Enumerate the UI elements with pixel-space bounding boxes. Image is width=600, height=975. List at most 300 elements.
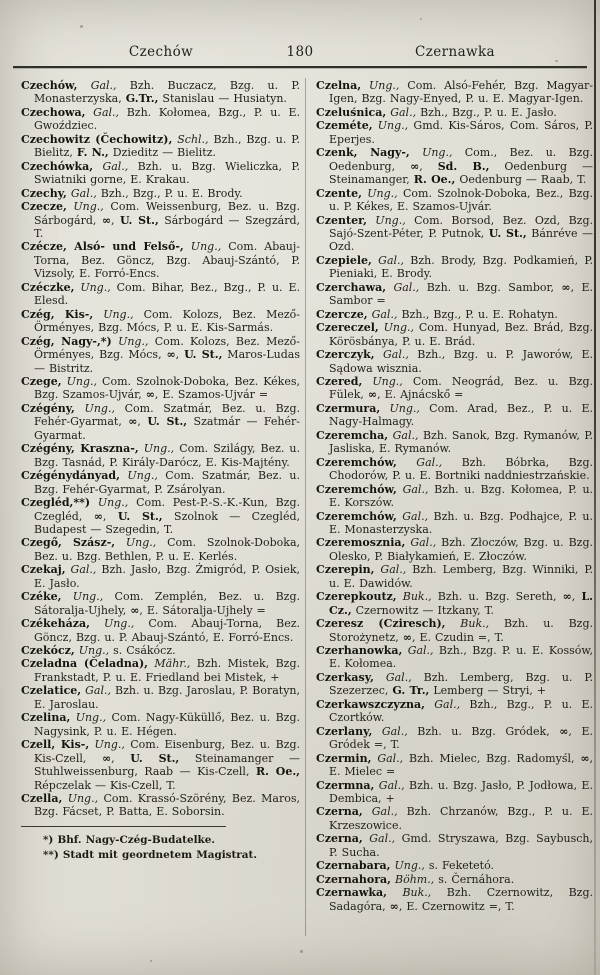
entry-body-text: Bzh. u. Bzg. Sereth, bbox=[437, 590, 563, 604]
footnote: *) Bhf. Nagy-Czég-Budatelke. bbox=[43, 834, 215, 847]
entry-region-tag: Gal., bbox=[378, 253, 405, 267]
gazetteer-entry bbox=[21, 187, 300, 200]
gazetteer-entry bbox=[21, 657, 300, 684]
gazetteer-entry bbox=[316, 456, 593, 483]
entry-headword: Czécze, Alsó- und Felső-, bbox=[21, 240, 184, 254]
entry-region-tag: Ung., bbox=[97, 496, 129, 510]
entry-region-tag: Ung., bbox=[75, 711, 107, 725]
entry-body-text: Com. Szolnok-Doboka, Bez., Bzg. u. P. Kékes, E. Szamos-Ujvár. bbox=[329, 186, 593, 214]
gazetteer-entry bbox=[316, 214, 593, 254]
entry-body-text: Com. Hunyad, Bez. Brád, Bzg. Körösbánya, P. u. E. Brád. bbox=[329, 321, 594, 348]
page-number: 180 bbox=[286, 44, 314, 60]
gazetteer-entry bbox=[316, 644, 593, 671]
entry-body-text: Bzh. u. Bzg. Gródek, bbox=[417, 724, 560, 738]
entry-headword: Czégény, Kraszna-, bbox=[21, 442, 139, 456]
page-edge-line bbox=[594, 0, 596, 975]
entry-headword: Czechowa, bbox=[21, 105, 86, 119]
entry-region-tag: Ung., bbox=[103, 307, 134, 321]
entry-headword: Czernabara, bbox=[316, 859, 391, 873]
entry-headword: Czerna, bbox=[316, 805, 363, 819]
entry-region-tag: Schl., bbox=[177, 132, 209, 146]
entry-headword: Czente, bbox=[316, 186, 362, 200]
entry-body-text: Bzh., Bzg. u. P. Bielitz, bbox=[34, 132, 300, 160]
entry-body-text: , E. Czudin =, T. bbox=[411, 630, 504, 644]
entry-headword: Czeméte, bbox=[316, 119, 373, 133]
entry-headword: Czégénydányad, bbox=[21, 469, 120, 483]
gazetteer-entry bbox=[316, 402, 593, 429]
scan-speck bbox=[150, 960, 152, 962]
gazetteer-entry bbox=[21, 711, 300, 738]
gazetteer-entry bbox=[316, 873, 593, 886]
entry-body-text: Bzh. Jasło, Bzg. Żmigród, P. Osiek, E. Jasło. bbox=[34, 563, 301, 590]
entry-headword: Czekócz, bbox=[21, 644, 75, 658]
entry-headword: Czegléd,**) bbox=[21, 496, 91, 510]
entry-headword: Czella, bbox=[21, 792, 63, 806]
gazetteer-entry bbox=[21, 563, 300, 590]
entry-region-tag: Gal., bbox=[93, 105, 120, 119]
gazetteer-entry bbox=[21, 617, 300, 644]
entry-region-tag: Gal., bbox=[390, 105, 417, 119]
entry-headword: Czermura, bbox=[316, 401, 381, 415]
entry-headword: Czerepkoutz, bbox=[316, 590, 397, 604]
entry-headword: Czeresz (Cziresch), bbox=[316, 617, 446, 631]
entry-bold-abbr: G.Tr., bbox=[125, 92, 159, 106]
gazetteer-entry bbox=[316, 510, 593, 537]
entry-body-text: Bzh. u. Bzg. Podhajce, P. u. E. Monasterzyska. bbox=[329, 509, 593, 536]
entry-region-tag: Ung., bbox=[84, 401, 115, 415]
entry-headword: Czerkasy, bbox=[316, 670, 374, 684]
entry-body-text: Maros-Ludas — Bistritz. bbox=[34, 348, 301, 375]
entry-bold-abbr: ∞ bbox=[101, 751, 112, 765]
entry-region-tag: Böhm., bbox=[395, 872, 435, 886]
gazetteer-entry bbox=[21, 536, 300, 563]
entry-region-tag: Ung., bbox=[66, 374, 97, 388]
entry-body-text: Lemberg — Stryi, + bbox=[429, 684, 547, 698]
entry-bold-abbr: U. St., bbox=[147, 415, 188, 429]
entry-bold-abbr: ∞ bbox=[389, 899, 399, 913]
entry-body-text: Gmd. Kis-Sáros, Com. Sáros, P. Eperjes. bbox=[329, 119, 594, 146]
gazetteer-entry bbox=[21, 644, 300, 657]
entry-body-text: , E. Szamos-Ujvár = bbox=[154, 388, 269, 402]
entry-bold-abbr: ∞ bbox=[101, 213, 112, 227]
scan-speck bbox=[420, 18, 422, 20]
entry-headword: Czekaj, bbox=[21, 563, 66, 577]
entry-body-text: Bzh., Bzg. P. u. E. Kossów, E. Kołomea. bbox=[329, 644, 593, 671]
entry-bold-abbr: U. St., bbox=[488, 226, 527, 240]
entry-body-text: Bzh., Bzg., P. u. E. Jasło. bbox=[420, 105, 557, 119]
entry-region-tag: Ung., bbox=[103, 617, 135, 631]
entry-region-tag: Ung., bbox=[377, 119, 409, 133]
entry-bold-abbr: ∞ bbox=[130, 603, 140, 617]
entry-headword: Czercze, bbox=[316, 307, 368, 321]
entry-body-text: Bzh. Mistek, Bzg. Frankstadt, P. u. E. Friedland bei Mistek, + bbox=[34, 657, 301, 684]
entry-body-text: Com. Weissenburg, Bez. u. Bzg. Sárbogárd, bbox=[34, 200, 300, 227]
entry-bold-abbr: U. St., bbox=[117, 509, 163, 523]
entry-bold-abbr: U. St., bbox=[130, 751, 180, 765]
entry-body-text: Com. Eisenburg, Bez. u. Bzg. Kis-Czell, bbox=[34, 738, 301, 765]
entry-headword: Czechowitz (Čechowitz), bbox=[21, 132, 173, 146]
entry-headword: Czéczke, bbox=[21, 280, 75, 294]
entry-body-text: Com. Borsod, Bez. Ozd, Bzg. Sajó-Szent-Péter, P. Putnok, bbox=[329, 213, 593, 240]
gazetteer-entry bbox=[21, 106, 300, 133]
entry-bold-abbr: ∞ bbox=[402, 630, 412, 644]
gazetteer-entry bbox=[21, 281, 300, 308]
gazetteer-entry bbox=[316, 375, 593, 402]
entry-region-tag: Buk., bbox=[460, 617, 490, 631]
entry-body-text: , bbox=[571, 590, 582, 604]
right-column bbox=[316, 79, 593, 913]
header-rule bbox=[13, 66, 587, 68]
entry-body-text: Bánréve — Ozd. bbox=[329, 226, 593, 254]
gazetteer-entry bbox=[316, 779, 593, 806]
gazetteer-entry bbox=[316, 886, 593, 913]
entry-body-text: Com. Abauj-Torna, Bez. Göncz, Bzg. Abauj-Szántó, P. Vizsoly, E. Forró-Encs. bbox=[34, 240, 301, 281]
entry-region-tag: Ung., bbox=[127, 469, 158, 483]
entry-region-tag: Ung., bbox=[125, 536, 157, 550]
entry-bold-abbr: ∞ bbox=[559, 724, 569, 738]
entry-bold-abbr: ∞ bbox=[367, 388, 378, 402]
gazetteer-entry bbox=[316, 563, 593, 590]
gazetteer-entry bbox=[21, 402, 300, 442]
gazetteer-entry bbox=[21, 375, 300, 402]
gazetteer-entry bbox=[316, 79, 593, 106]
gazetteer-entry bbox=[21, 684, 300, 711]
entry-body-text: s. Csákócz. bbox=[113, 644, 176, 658]
entry-region-tag: Ung., bbox=[118, 334, 149, 348]
entry-region-tag: Ung., bbox=[72, 590, 104, 604]
entry-region-tag: Ung., bbox=[190, 240, 222, 254]
entry-body-text: Com. Alsó-Fehér, Bzg. Magyar-Igen, Bzg. Nagy-Enyed, P. u. E. Magyar-Igen. bbox=[329, 79, 593, 106]
entry-bold-abbr: U. St., bbox=[119, 213, 159, 227]
entry-body-text: , E. Ajnácskő = bbox=[377, 388, 464, 402]
entry-region-tag: Gal., bbox=[371, 805, 398, 819]
entry-headword: Czeremchów, bbox=[316, 482, 397, 496]
entry-bold-abbr: R. Oe., bbox=[413, 173, 456, 187]
entry-body-text: , E. Gródek =, T. bbox=[329, 724, 593, 752]
entry-headword: Czelina, bbox=[21, 711, 71, 725]
entry-region-tag: Gal., bbox=[402, 509, 429, 523]
entry-body-text: Bzh. Mielec, Bzg. Radomyśl, bbox=[409, 751, 581, 765]
gazetteer-entry bbox=[316, 725, 593, 752]
entry-region-tag: Gal., bbox=[402, 482, 429, 496]
entry-headword: Czeremchów, bbox=[316, 455, 397, 469]
entry-region-tag: Gal., bbox=[90, 79, 117, 92]
entry-body-text: Oedenburg — Steinamanger, bbox=[329, 159, 593, 187]
entry-bold-abbr: ∞ bbox=[562, 590, 572, 604]
entry-headword: Czeluśnica, bbox=[316, 105, 387, 119]
footnote: **) Stadt mit geordnetem Magistrat. bbox=[43, 849, 257, 862]
gazetteer-entry bbox=[21, 590, 300, 617]
scan-speck bbox=[300, 950, 303, 953]
entry-headword: Czégény, bbox=[21, 401, 75, 415]
entry-body-text: Bzh. Chrzanów, Bzg., P. u. E. Krzeszowice. bbox=[329, 805, 594, 832]
entry-body-text: Stanislau — Husiatyn. bbox=[158, 92, 287, 106]
entry-headword: Czéke, bbox=[21, 590, 62, 604]
entry-region-tag: Buk., bbox=[402, 886, 432, 900]
entry-body-text: Com., Bez. u. Bzg. Oedenburg, bbox=[329, 146, 594, 173]
entry-body-text: Com. Nagy-Küküllő, Bez. u. Bzg. Nagysink, P. u. E. Hégen. bbox=[34, 711, 300, 738]
entry-body-text: Bzh. u. Bzg. Jaroslau, P. Boratyn, E. Jaroslau. bbox=[34, 684, 301, 711]
entry-body-text: Oedenburg — Raab, T. bbox=[455, 173, 587, 187]
entry-body-text: Com. Szolnok-Doboka, Bez. u. Bzg. Bethlen, P. u. E. Kerlés. bbox=[34, 536, 301, 563]
left-column bbox=[21, 79, 300, 863]
entry-headword: Czepiele, bbox=[316, 253, 372, 267]
entry-bold-abbr: F. N., bbox=[76, 146, 109, 160]
entry-body-text: , E. Czernowitz =, T. bbox=[398, 899, 515, 913]
entry-headword: Czege, bbox=[21, 374, 62, 388]
entry-region-tag: Ung., bbox=[422, 146, 453, 160]
entry-body-text: , bbox=[175, 348, 185, 362]
gazetteer-entry bbox=[21, 792, 300, 819]
entry-body-text: , bbox=[419, 159, 438, 173]
entry-bold-abbr: R. Oe., bbox=[255, 765, 300, 779]
entry-body-text: , E. Sambor = bbox=[329, 280, 593, 308]
entry-headword: Czékeháza, bbox=[21, 617, 90, 631]
entry-region-tag: Ung., bbox=[367, 186, 398, 200]
entry-body-text: Com. Kolozs, Bez. Mező-Örményes, Bzg. Mócs, P. u. E. Kis-Sarmás. bbox=[34, 307, 301, 335]
entry-body-text: Com. Bihar, Bez., Bzg., P. u. E. Elesd. bbox=[34, 280, 300, 308]
entry-headword: Czég, Kis-, bbox=[21, 307, 94, 321]
entry-region-tag: Ung., bbox=[383, 321, 414, 335]
entry-body-text: Bzh. Brody, Bzg. Podkamień, P. Pieniaki, E. Brody. bbox=[329, 253, 594, 281]
entry-body-text: Bzh., Bzg. u. P. Jaworów, E. Sądowa wisznia. bbox=[329, 348, 593, 375]
entry-region-tag: Gal., bbox=[381, 724, 408, 738]
entry-region-tag: Gal., bbox=[434, 697, 461, 711]
entry-body-text: Com. Szilágy, Bez. u. Bzg. Tasnád, P. Király-Darócz, E. Kis-Majtény. bbox=[34, 442, 301, 469]
entry-body-text: Com. Zemplén, Bez. u. Bzg. Sátoralja-Ujhely, bbox=[34, 590, 300, 617]
entry-body-text: Sárbogárd — Szegzárd, T. bbox=[34, 213, 300, 240]
entry-body-text: Com. Szatmár, Bez. u. Bzg. Fehér-Gyarmat, bbox=[34, 401, 301, 429]
entry-body-text: Com. Neográd, Bez. u. Bzg. Fülek, bbox=[329, 374, 593, 402]
gazetteer-entry bbox=[21, 200, 300, 240]
entry-body-text: Bzh. Czernowitz, Bzg. Sadagóra, bbox=[329, 886, 593, 913]
gazetteer-entry bbox=[21, 308, 300, 335]
entry-bold-abbr: U. St., bbox=[184, 348, 223, 362]
entry-region-tag: Mähr., bbox=[154, 657, 191, 671]
gazetteer-entry bbox=[316, 483, 593, 510]
entry-headword: Czelna, bbox=[316, 79, 362, 92]
entry-body-text: Szolnok — Czegléd, Budapest — Szegedin, T. bbox=[34, 509, 300, 536]
entry-region-tag: Ung., bbox=[372, 374, 403, 388]
entry-headword: Czerhanowka, bbox=[316, 644, 403, 658]
gazetteer-entry bbox=[316, 308, 593, 321]
gazetteer-entry bbox=[21, 133, 300, 160]
entry-body-text: Com. Szatmár, Bez. u. Bzg. Fehér-Gyarmat, P. Zsárolyan. bbox=[34, 469, 300, 496]
gazetteer-entry bbox=[21, 79, 300, 106]
entry-body-text: , bbox=[137, 415, 148, 429]
entry-body-text: , bbox=[111, 213, 120, 227]
entry-headword: Czeremchów, bbox=[316, 509, 397, 523]
entry-bold-abbr: ∞ bbox=[561, 280, 571, 294]
gazetteer-entry bbox=[316, 187, 593, 214]
entry-region-tag: Gal., bbox=[392, 428, 419, 442]
entry-body-text: Bzh. Lemberg, Bzg. Winniki, P. u. E. Dawidów. bbox=[329, 563, 594, 590]
entry-body-text: Dzieditz — Bielitz. bbox=[108, 146, 217, 160]
gazetteer-entry bbox=[316, 752, 593, 779]
entry-headword: Czegő, Szász-, bbox=[21, 536, 116, 550]
gazetteer-entry bbox=[316, 617, 593, 644]
entry-headword: Czernawka, bbox=[316, 886, 387, 900]
entry-region-tag: Ung., bbox=[73, 200, 104, 214]
entry-body-text: Szatmár — Fehér-Gyarmat. bbox=[34, 415, 300, 442]
gazetteer-entry bbox=[21, 738, 300, 792]
entry-region-tag: Ung., bbox=[369, 79, 400, 92]
gazetteer-entry bbox=[21, 240, 300, 280]
scan-speck bbox=[555, 60, 558, 62]
gazetteer-entry bbox=[21, 496, 300, 536]
gazetteer-entry bbox=[316, 106, 593, 119]
gazetteer-entry bbox=[21, 335, 300, 375]
entry-region-tag: Gal., bbox=[85, 684, 111, 698]
entry-bold-abbr: ∞ bbox=[128, 415, 138, 429]
entry-body-text: Bzh. Złoczów, Bzg. u. Bzg. Olesko, P. Białykamień, E. Złoczów. bbox=[329, 536, 593, 563]
running-header-left-word: Czechów bbox=[128, 44, 194, 60]
entry-bold-abbr: ∞ bbox=[410, 159, 420, 173]
entry-headword: Czered, bbox=[316, 374, 363, 388]
gazetteer-entry bbox=[21, 442, 300, 469]
entry-headword: Czerepin, bbox=[316, 563, 375, 577]
entry-region-tag: Ung., bbox=[375, 213, 406, 227]
entry-body-text: Bzh. Sanok, Bzg. Rymanów, P. Jasliska, E. Rymanów. bbox=[329, 428, 594, 456]
entry-headword: Czeladna (Čeladna), bbox=[21, 657, 148, 671]
entry-region-tag: Ung., bbox=[389, 401, 420, 415]
entry-body-text: Steinamanger — Stuhlweissenburg, Raab — Kis-Czell, bbox=[34, 751, 300, 779]
gazetteer-entry bbox=[21, 469, 300, 496]
entry-body-text: Bzh., Bzg., P. u. E. Rohatyn. bbox=[401, 307, 558, 321]
entry-headword: Czelatice, bbox=[21, 684, 82, 698]
entry-region-tag: Ung., bbox=[394, 859, 425, 873]
entry-headword: Czermin, bbox=[316, 751, 372, 765]
entry-headword: Czechówka, bbox=[21, 159, 94, 173]
entry-bold-abbr: ∞ bbox=[166, 348, 176, 362]
gazetteer-entry bbox=[316, 859, 593, 872]
entry-body-text: Gmd. Stryszawa, Bzg. Saybusch, P. Sucha. bbox=[329, 832, 593, 859]
entry-headword: Czernahora, bbox=[316, 872, 392, 886]
entry-body-text: s. Černáhora. bbox=[438, 872, 515, 886]
entry-region-tag: Ung., bbox=[78, 644, 110, 658]
entry-region-tag: Gal., bbox=[377, 751, 404, 765]
gazetteer-entry bbox=[316, 254, 593, 281]
entry-region-tag: Ung., bbox=[67, 792, 99, 806]
entry-body-text: Bzh. u. Bzg. Wieliczka, P. Swiatniki gorne, E. Krakau. bbox=[34, 159, 300, 187]
footnote-rule bbox=[21, 826, 226, 828]
entry-body-text: Bzh. Buczacz, Bzg. u. P. Monasterzyska, bbox=[34, 79, 301, 106]
gazetteer-entry bbox=[316, 832, 593, 859]
running-header-right-word: Czernawka bbox=[414, 44, 495, 60]
entry-headword: Czenter, bbox=[316, 213, 367, 227]
entry-body-text: Répczelak — Kis-Czell, T. bbox=[34, 778, 176, 792]
entry-headword: Czenk, Nagy-, bbox=[316, 146, 410, 160]
entry-headword: Czerna, bbox=[316, 832, 363, 846]
entry-body-text: Bzh. Kołomea, Bzg., P. u. E. Gwoździec. bbox=[34, 105, 300, 133]
entry-headword: Czerczyk, bbox=[316, 348, 375, 362]
entry-body-text: , bbox=[111, 751, 131, 765]
entry-body-text: Bzh. Bóbrka, Bzg. Chodorów, P. u. E. Bortniki naddniestrzańskie. bbox=[329, 455, 594, 483]
scan-speck bbox=[80, 25, 83, 28]
entry-body-text: Bzh. u. Bzg. Storożynetz, bbox=[329, 617, 594, 644]
entry-body-text: Czernowitz — Itzkany, T. bbox=[351, 603, 494, 617]
entry-headword: Czecze, bbox=[21, 200, 67, 214]
entry-bold-abbr: ∞ bbox=[145, 388, 155, 402]
entry-bold-abbr: ∞ bbox=[580, 751, 590, 765]
entry-region-tag: Gal., bbox=[70, 563, 97, 577]
entry-body-text: Bzh., Bzg., P. u. E. Brody. bbox=[100, 186, 243, 200]
entry-body-text: Com. Kolozs, Bez. Mező-Örményes, Bzg. Mócs, bbox=[34, 334, 301, 362]
entry-body-text: Bzh., Bzg., P. u. E. Czortków. bbox=[329, 697, 593, 725]
gazetteer-entry bbox=[316, 536, 593, 563]
entry-headword: Czell, Kis-, bbox=[21, 738, 90, 752]
gazetteer-entry bbox=[316, 805, 593, 832]
gazetteer-entry bbox=[316, 119, 593, 146]
entry-region-tag: Buk., bbox=[402, 590, 432, 604]
entry-bold-abbr: G. Tr., bbox=[392, 684, 430, 698]
entry-headword: Czermna, bbox=[316, 778, 375, 792]
entry-region-tag: Gal., bbox=[70, 186, 97, 200]
gazetteer-entry bbox=[316, 590, 593, 617]
entry-region-tag: Ung., bbox=[80, 280, 111, 294]
gazetteer-entry bbox=[316, 348, 593, 375]
entry-region-tag: Ung., bbox=[94, 738, 125, 752]
entry-body-text: Com. Szolnok-Doboka, Bez. Kékes, Bzg. Szamos-Ujvár, bbox=[34, 374, 300, 402]
gazetteer-entry bbox=[316, 429, 593, 456]
entry-region-tag: Gal., bbox=[369, 832, 396, 846]
entry-body-text: s. Feketetó. bbox=[428, 859, 495, 873]
gazetteer-entry bbox=[316, 321, 593, 348]
entry-bold-abbr: L. Cz., bbox=[329, 590, 594, 617]
entry-headword: Czerkawszczyzna, bbox=[316, 697, 425, 711]
entry-headword: Czeremosznia, bbox=[316, 536, 406, 550]
entry-body-text: , bbox=[102, 509, 118, 523]
entry-body-text: , E. Sátoralja-Ujhely = bbox=[139, 603, 266, 617]
entry-region-tag: Gal., bbox=[385, 670, 412, 684]
entry-body-text: Bzh. Lemberg, Bzg. u. P. Szezerzec, bbox=[329, 670, 593, 698]
entry-body-text: Bzh. u. Bzg. Kołomea, P. u. E. Korszów. bbox=[329, 482, 594, 510]
gazetteer-entry bbox=[316, 671, 593, 698]
entry-region-tag: Gal., bbox=[416, 455, 443, 469]
entry-body-text: Com. Abauj-Torna, Bez. Göncz, Bzg. u. P. Abauj-Szántó, E. Forró-Encs. bbox=[34, 617, 300, 644]
entry-body-text: Com. Krassó-Szörény, Bez. Maros, Bzg. Fácset, P. Batta, E. Soborsin. bbox=[34, 792, 300, 819]
gazetteer-entry bbox=[316, 146, 593, 186]
entry-headword: Czechów, bbox=[21, 79, 78, 92]
entry-region-tag: Gal., bbox=[102, 159, 129, 173]
entry-region-tag: Gal., bbox=[371, 307, 398, 321]
entry-region-tag: Gal., bbox=[410, 536, 437, 550]
entry-headword: Czerchawa, bbox=[316, 280, 387, 294]
entry-headword: Czeremcha, bbox=[316, 428, 389, 442]
entry-headword: Czechy, bbox=[21, 186, 67, 200]
entry-headword: Czég, Nagy-,*) bbox=[21, 334, 112, 348]
entry-bold-abbr: ∞ bbox=[93, 509, 103, 523]
entry-region-tag: Gal., bbox=[378, 778, 405, 792]
entry-headword: Czerlany, bbox=[316, 724, 373, 738]
entry-region-tag: Gal., bbox=[393, 280, 420, 294]
gazetteer-entry bbox=[21, 160, 300, 187]
entry-body-text: Com. Arad, Bez., P. u. E. Nagy-Halmagy. bbox=[329, 401, 594, 429]
entry-region-tag: Gal., bbox=[407, 644, 434, 658]
entry-region-tag: Gal., bbox=[383, 348, 409, 362]
entry-headword: Czereczel, bbox=[316, 321, 379, 335]
entry-body-text: , E. Mielec = bbox=[329, 751, 594, 779]
column-divider-rule bbox=[305, 78, 306, 936]
running-header bbox=[0, 44, 600, 62]
entry-body-text: Bzh. u. Bzg. Sambor, bbox=[426, 280, 562, 294]
gazetteer-entry bbox=[316, 698, 593, 725]
gazetteer-entry bbox=[316, 281, 593, 308]
entry-bold-abbr: Sd. B., bbox=[437, 159, 490, 173]
entry-region-tag: Ung., bbox=[143, 442, 175, 456]
entry-body-text: Bzh. u. Bzg. Jasło, P. Jodłowa, E. Dembica, + bbox=[329, 778, 594, 806]
entry-region-tag: Gal., bbox=[380, 563, 407, 577]
